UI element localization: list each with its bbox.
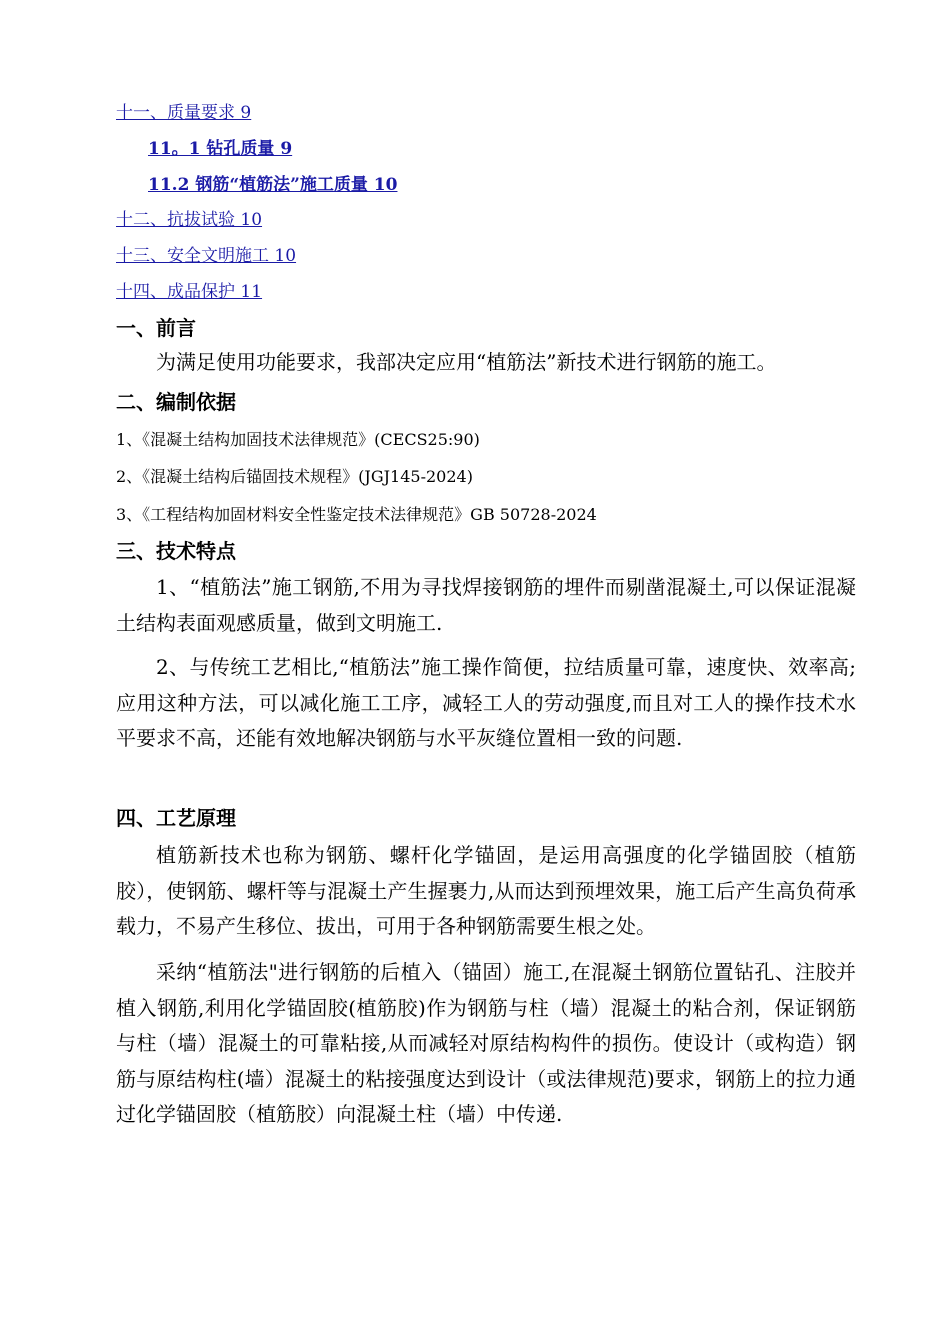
section-heading-features: 三、技术特点 xyxy=(116,539,236,563)
principle-paragraph-1: 植筋新技术也称为钢筋、螺杆化学锚固，是运用高强度的化学锚固胶（植筋胶），使钢筋、螺杆等与混凝土产生握裹力,从而达到预埋效果，施工后产生高负荷承载力，不易产生移位、拔出，可用于各种钢筋需要生根之处。 xyxy=(116,843,856,938)
features-paragraph-2: 2、与传统工艺相比,“植筋法”施工操作简便，拉结质量可靠，速度快、效率高;应用这种方法，可以减化施工工序，减轻工人的劳动强度,而且对工人的操作技术水平要求不高，还能有效地解决钢筋与水平灰缝位置相一致的问题. xyxy=(116,655,856,750)
toc-link-safe-civilized-construction[interactable]: 十三、安全文明施工 10 xyxy=(116,246,297,266)
section-heading-preface: 一、前言 xyxy=(116,316,196,340)
section-heading-basis: 二、编制依据 xyxy=(116,390,236,414)
principle-paragraph-2: 采纳“植筋法"进行钢筋的后植入（锚固）施工,在混凝土钢筋位置钻孔、注胶并植入钢筋,利用化学锚固胶(植筋胶)作为钢筋与柱（墙）混凝土的粘合剂，保证钢筋与柱（墙）混凝土的可靠粘接,从而减轻对原结构构件的损伤。使设计（或构造）钢筋与原结构柱(墙）混凝土的粘接强度达到设计（或法律规范)要求，钢筋上的拉力通过化学锚固胶（植筋胶）向混凝土柱（墙）中传递. xyxy=(116,960,856,1126)
toc-link-product-protection[interactable]: 十四、成品保护 11 xyxy=(116,282,263,302)
basis-reference-item: 3、《工程结构加固材料安全性鉴定技术法律规范》GB 50728-2024 xyxy=(116,505,597,524)
preface-paragraph: 为满足使用功能要求，我部决定应用“植筋法”新技术进行钢筋的施工。 xyxy=(156,350,777,374)
section-heading-principle: 四、工艺原理 xyxy=(116,806,236,830)
toc-link-rebar-planting-quality[interactable]: 11.2 钢筋“植筋法”施工质量 10 xyxy=(148,175,398,195)
toc-link-quality-requirements[interactable]: 十一、质量要求 9 xyxy=(116,103,252,123)
basis-reference-item: 2、《混凝土结构后锚固技术规程》(JGJ145-2024) xyxy=(116,467,473,486)
toc-link-drilling-quality[interactable]: 11。1 钻孔质量 9 xyxy=(148,139,293,159)
features-paragraph-1: 1、“植筋法”施工钢筋,不用为寻找焊接钢筋的埋件而剔凿混凝土,可以保证混凝土结构表面观感质量，做到文明施工. xyxy=(116,575,856,635)
basis-reference-item: 1、《混凝土结构加固技术法律规范》(CECS25:90) xyxy=(116,430,480,449)
toc-link-pullout-test[interactable]: 十二、抗拔试验 10 xyxy=(116,210,263,230)
